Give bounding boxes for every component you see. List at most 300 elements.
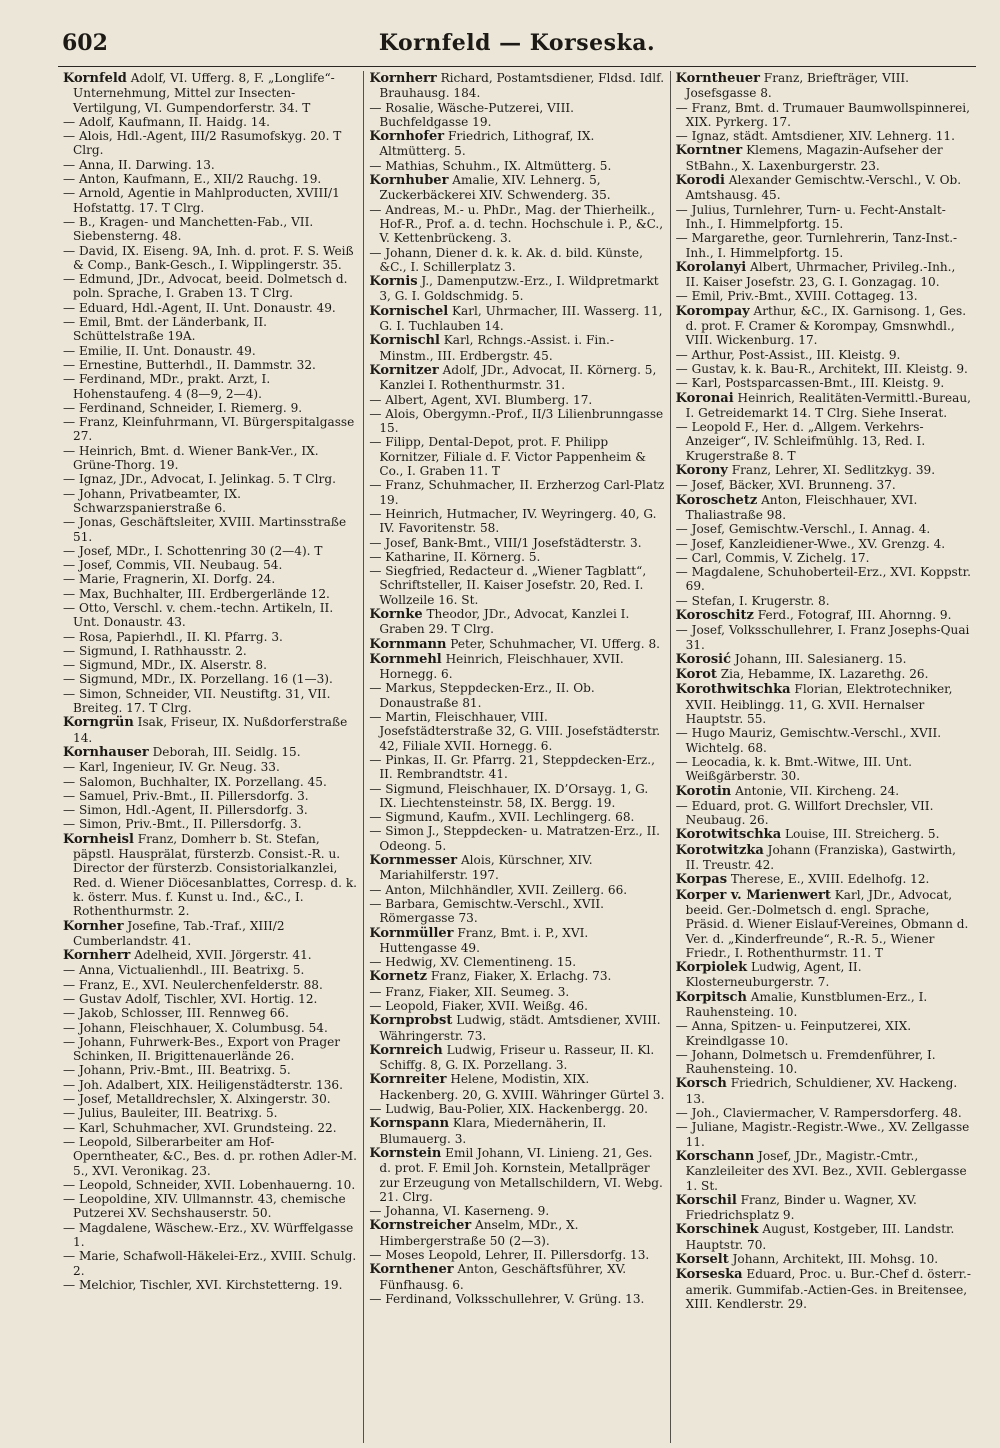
- entry-surname: Kornher: [63, 918, 124, 934]
- directory-entry: [63, 1021, 358, 1035]
- entry-text: — Anna, Spitzen- u. Feinputzerei, XIX. Kreindlgasse 10.: [675, 1019, 912, 1048]
- entry-text: Deborah, III. Seidlg. 15.: [148, 744, 301, 759]
- entry-text: — Leopold, Schneider, XVII. Lobenhauerng. 10.: [63, 1177, 356, 1192]
- directory-entry: [369, 435, 664, 478]
- directory-entry: [63, 992, 358, 1006]
- entry-text: Antonie, VII. Kircheng. 24.: [731, 783, 900, 798]
- directory-entry: [369, 710, 664, 753]
- entry-text: — Rosa, Papierhdl., II. Kl. Pfarrg. 3.: [63, 629, 283, 644]
- directory-entry: [369, 1218, 664, 1248]
- entry-text: — Josef, MDr., I. Schottenring 30 (2—4). T: [63, 543, 323, 558]
- entry-text: — Julius, Turnlehrer, Turn- u. Fecht-Anstalt-Inh., I. Himmelpfortg. 15.: [675, 202, 946, 231]
- entry-text: — Alois, Hdl.-Agent, III/2 Rasumofskyg. 20. T Clrg.: [63, 129, 342, 158]
- entry-text: — Anna, Victualienhdl., III. Beatrixg. 5.: [63, 963, 305, 978]
- entry-text: — Johann, Fleischhauer, X. Columbusg. 54.: [63, 1020, 328, 1035]
- directory-entry: [369, 71, 664, 101]
- directory-entry: [676, 143, 971, 173]
- directory-entry: [63, 315, 358, 344]
- entry-text: Isak, Friseur, IX. Nußdorferstraße 14.: [73, 715, 348, 745]
- directory-entry: [63, 344, 358, 358]
- directory-entry: [63, 644, 358, 658]
- entry-text: — B., Kragen- und Manchetten-Fab., VII. Siebensterng. 48.: [63, 214, 314, 244]
- directory-entry: [63, 672, 358, 686]
- directory-entry: [369, 955, 664, 969]
- entry-text: Amalie, XIV. Lehnerg. 5, Zuckerbäckerei XIV. Schwenderg. 35.: [379, 173, 611, 203]
- directory-entry: [63, 129, 358, 158]
- directory-entry: [676, 463, 971, 478]
- entry-surname: Korntner: [675, 143, 743, 159]
- directory-entry: [63, 587, 358, 601]
- entry-text: — Josef, Gemischtw.-Verschl., I. Annag. 4.: [675, 522, 931, 537]
- directory-entry: [369, 393, 664, 407]
- entry-text: — Martin, Fleischhauer, VIII. Josefstädterstraße 32, G. VIII. Josefstädterstr. 42, Filiale XVII. Hornegg. 6.: [369, 710, 661, 753]
- entry-text: Karl, JDr., Advocat, beeid. Ger.-Dolmetsch d. engl. Sprache, Präsid. d. Wiener Eislauf-Vereines, Obmann d. Ver. d. „Kinderfreunde“, R.-R. 5., Wiener Friedr., I. Rothenthurmstr. 11. T: [685, 887, 969, 960]
- directory-entry: [63, 572, 358, 586]
- directory-entry: [676, 129, 971, 143]
- entry-text: Florian, Elektrotechniker, XVII. Heiblingg. 11, G. XVII. Hernalser Hauptstr. 55.: [685, 682, 953, 727]
- entry-text: Arthur, &C., IX. Garnisong. 1, Ges. d. prot. F. Cramer & Korompay, Gmsnwhdl., VIII. Wickenburg. 17.: [685, 303, 967, 348]
- entry-text: — Josef, Bäcker, XVI. Brunneng. 37.: [675, 478, 896, 493]
- entry-surname: Korodi: [675, 173, 725, 189]
- entry-surname: Korseska: [675, 1267, 743, 1283]
- directory-entry: [676, 667, 971, 682]
- entry-surname: Kornmann: [369, 636, 447, 652]
- entry-text: — Karl, Postsparcassen-Bmt., III. Kleistg. 9.: [675, 376, 945, 391]
- entry-text: Helene, Modistin, XIX. Hackenberg. 20, G. XVIII. Währinger Gürtel 3.: [379, 1072, 665, 1102]
- directory-entry: [369, 478, 664, 507]
- entry-text: — Sigmund, Fleischhauer, IX. D’Orsayg. 1, G. IX. Liechtensteinstr. 58, IX. Bergg. 19.: [369, 781, 649, 810]
- entry-text: — Stefan, I. Krugerstr. 8.: [675, 593, 830, 608]
- directory-entry: [369, 203, 664, 246]
- directory-entry: [63, 978, 358, 992]
- entry-surname: Korpas: [675, 872, 728, 888]
- column-2: [363, 71, 669, 1443]
- directory-entry: [676, 173, 971, 203]
- entry-text: — Samuel, Priv.-Bmt., II. Pillersdorfg. 3.: [63, 788, 309, 803]
- entry-text: — Karl, Schuhmacher, XVI. Grundsteing. 22.: [63, 1120, 337, 1135]
- directory-entry: [63, 832, 358, 919]
- entry-text: — Leocadia, k. k. Bmt.-Witwe, III. Unt. Weißgärberstr. 30.: [675, 754, 912, 784]
- directory-entry: [676, 726, 971, 755]
- entry-surname: Korpiolek: [675, 960, 748, 976]
- entry-text: Klara, Miedernäherin, II. Blumauerg. 3.: [379, 1116, 607, 1146]
- entry-text: Josef, JDr., Magistr.-Cmtr., Kanzleileiter des XVI. Bez., XVII. Geblergasse 1. St.: [685, 1148, 967, 1193]
- directory-entry: [369, 753, 664, 782]
- directory-entry: [63, 558, 358, 572]
- entry-text: — Hedwig, XV. Clementineng. 15.: [369, 955, 577, 970]
- entry-text: — Heinrich, Hutmacher, IV. Weyringerg. 40, G. IV. Favoritenstr. 58.: [369, 506, 657, 536]
- directory-entry: [369, 926, 664, 956]
- entry-surname: Kornetz: [369, 969, 427, 985]
- directory-entry: [676, 872, 971, 887]
- directory-entry: [63, 158, 358, 172]
- directory-entry: [369, 1262, 664, 1292]
- directory-entry: [369, 897, 664, 926]
- entry-text: Adolf, JDr., Advocat, II. Körnerg. 5, Kanzlei I. Rothenthurmstr. 31.: [379, 362, 657, 393]
- entry-text: — Andreas, M.- u. PhDr., Mag. der Thierheilk., Hof-R., Prof. a. d. techn. Hochschule i. P., &C., V. Kettenbrückeng. 3.: [369, 202, 664, 246]
- entry-text: Adelheid, XVII. Jörgerstr. 41.: [130, 948, 312, 963]
- entry-text: — Edmund, JDr., Advocat, beeid. Dolmetsch d. poln. Sprache, I. Graben 13. T Clrg.: [63, 272, 348, 301]
- directory-entry: [63, 658, 358, 672]
- directory-entry: [369, 1204, 664, 1218]
- entry-surname: Kornreiter: [369, 1072, 447, 1088]
- directory-entry: [676, 784, 971, 799]
- directory-entry: [369, 969, 664, 984]
- entry-surname: Kornreich: [369, 1042, 443, 1058]
- entry-text: Franz, Fiaker, X. Erlachg. 73.: [426, 969, 612, 984]
- entry-text: — Josef, Metalldrechsler, X. Alxingerstr. 30.: [63, 1092, 331, 1107]
- directory-entry: [369, 304, 664, 334]
- directory-entry: [676, 755, 971, 784]
- directory-entry: [369, 173, 664, 203]
- entry-text: — Salomon, Buchhalter, IX. Porzellang. 45.: [63, 774, 327, 789]
- directory-entry: [676, 348, 971, 362]
- directory-entry: [369, 637, 664, 652]
- entry-surname: Korot: [675, 667, 717, 683]
- directory-entry: [676, 565, 971, 594]
- entry-text: — Magdalene, Schuhoberteil-Erz., XVI. Koppstr. 69.: [675, 565, 971, 594]
- directory-entry: [676, 362, 971, 376]
- running-head: Kornfeld — Korseska.: [378, 30, 656, 56]
- entry-surname: Kornherr: [63, 948, 131, 964]
- directory-entry: [63, 817, 358, 831]
- directory-entry: [63, 1035, 358, 1064]
- entry-text: — Josef, Bank-Bmt., VIII/1 Josefstädterstr. 3.: [369, 535, 642, 550]
- directory-entry: [676, 101, 971, 130]
- page-number: 602: [62, 30, 108, 56]
- directory-entry: [63, 444, 358, 473]
- entry-text: Franz, Bmt. i. P., XVI. Huttengasse 49.: [379, 925, 589, 955]
- entry-text: — Filipp, Dental-Depot, prot. F. Philipp Kornitzer, Filiale d. F. Victor Pappenheim & Co., I. Graben 11. T: [369, 435, 647, 479]
- entry-text: Friedrich, Schuldiener, XV. Hackeng. 13.: [685, 1076, 958, 1106]
- directory-entry: [676, 682, 971, 726]
- directory-entry: [676, 827, 971, 842]
- entry-text: Anton, Geschäftsführer, XV. Fünfhausg. 6.: [379, 1262, 627, 1292]
- entry-surname: Koroschitz: [675, 607, 754, 623]
- entry-surname: Korsch: [675, 1076, 727, 1092]
- directory-entry: [63, 544, 358, 558]
- entry-text: — Mathias, Schuhm., IX. Altmütterg. 5.: [369, 158, 612, 173]
- directory-entry: [676, 304, 971, 348]
- entry-text: — Emil, Priv.-Bmt., XVIII. Cottageg. 13.: [675, 289, 918, 304]
- entry-surname: Korschil: [675, 1192, 737, 1208]
- entry-surname: Korper v. Marienwert: [675, 887, 831, 903]
- directory-entry: [63, 1135, 358, 1178]
- entry-text: — Ernestine, Butterhdl., II. Dammstr. 32.: [63, 357, 316, 372]
- directory-entry: [63, 415, 358, 444]
- entry-surname: Korngrün: [63, 715, 134, 731]
- entry-text: — Otto, Verschl. v. chem.-techn. Artikeln, II. Unt. Donaustr. 43.: [63, 600, 334, 630]
- directory-entry: [369, 824, 664, 853]
- directory-entry: [676, 522, 971, 536]
- entry-surname: Kornhofer: [369, 129, 445, 145]
- entry-surname: Korompay: [675, 303, 750, 319]
- entry-text: Louise, III. Streicherg. 5.: [781, 827, 940, 842]
- entry-text: — Albert, Agent, XVI. Blumberg. 17.: [369, 392, 593, 407]
- directory-entry: [63, 1178, 358, 1192]
- entry-text: — Eduard, prot. G. Willfort Drechsler, VII. Neubaug. 26.: [675, 798, 934, 828]
- entry-text: Klemens, Magazin-Aufseher der StBahn., X. Laxenburgerstr. 23.: [685, 143, 943, 173]
- directory-entry: [63, 919, 358, 949]
- directory-entry: [369, 999, 664, 1013]
- directory-entry: [676, 420, 971, 463]
- entry-text: — Barbara, Gemischtw.-Verschl., XVII. Römergasse 73.: [369, 896, 604, 926]
- entry-text: — Josef, Volksschullehrer, I. Franz Josephs-Quai 31.: [675, 623, 970, 652]
- entry-text: — Marie, Fragnerin, XI. Dorfg. 24.: [63, 572, 276, 587]
- page-header: [58, 28, 976, 67]
- directory-entry: [369, 853, 664, 883]
- directory-entry: [676, 1048, 971, 1077]
- directory-entry: [369, 550, 664, 564]
- entry-text: — Marie, Schafwoll-Häkelei-Erz., XVIII. Schulg. 2.: [63, 1249, 357, 1278]
- entry-text: — Franz, Schuhmacher, II. Erzherzog Carl-Platz 19.: [369, 478, 665, 507]
- entry-text: — Sigmund, MDr., IX. Porzellang. 16 (1—3).: [63, 672, 333, 687]
- entry-text: — Hugo Mauriz, Gemischtw.-Verschl., XVII. Wichtelg. 68.: [675, 726, 942, 755]
- entry-text: — Josef, Commis, VII. Neubaug. 54.: [63, 558, 283, 573]
- entry-text: — Sigmund, Kaufm., XVII. Lechlingerg. 68.: [369, 810, 635, 825]
- directory-entry: [676, 1076, 971, 1106]
- directory-entry: [369, 1248, 664, 1262]
- entry-surname: Kornherr: [369, 71, 437, 86]
- directory-entry: [369, 652, 664, 682]
- entry-text: — Arnold, Agentie in Mahlproducten, XVIII/1 Hofstattg. 17. T Clrg.: [63, 186, 340, 215]
- entry-surname: Korosić: [675, 651, 732, 667]
- entry-text: — Jonas, Geschäftsleiter, XVIII. Martinsstraße 51.: [63, 515, 347, 544]
- entry-text: — Ignaz, städt. Amtsdiener, XIV. Lehnerg. 11.: [675, 129, 955, 144]
- entry-text: — Moses Leopold, Lehrer, II. Pillersdorfg. 13.: [369, 1248, 650, 1263]
- directory-entry: [63, 1078, 358, 1092]
- entry-text: Ludwig, Friseur u. Rasseur, II. Kl. Schiffg. 8, G. IX. Porzellang. 3.: [379, 1042, 655, 1073]
- entry-text: — Emilie, II. Unt. Donaustr. 49.: [63, 343, 256, 358]
- entry-text: — Ferdinand, Volksschullehrer, V. Grüng. 13.: [369, 1291, 645, 1306]
- entry-text: Alexander Gemischtw.-Verschl., V. Ob. Amtshausg. 45.: [685, 173, 962, 203]
- directory-entry: [63, 372, 358, 401]
- directory-entry: [369, 1072, 664, 1102]
- entry-text: — Arthur, Post-Assist., III. Kleistg. 9.: [675, 347, 901, 362]
- directory-entry: [676, 990, 971, 1020]
- entry-text: Friedrich, Lithograf, IX. Altmütterg. 5.: [379, 129, 595, 159]
- column-3: [670, 71, 976, 1443]
- directory-entry: [676, 391, 971, 421]
- directory-entry: [63, 715, 358, 745]
- entry-surname: Korpitsch: [675, 989, 747, 1005]
- directory-entry: [676, 623, 971, 652]
- directory-entry: [676, 799, 971, 828]
- entry-surname: Korony: [675, 463, 728, 479]
- entry-text: Franz, Briefträger, VIII. Josefsgasse 8.: [685, 71, 909, 101]
- entry-text: — Pinkas, II. Gr. Pfarrg. 21, Steppdecken-Erz., II. Rembrandtstr. 41.: [369, 752, 655, 782]
- directory-entry: [676, 1149, 971, 1193]
- directory-entry: [63, 358, 358, 372]
- entry-surname: Kornischl: [369, 333, 440, 349]
- entry-text: J., Damenputzw.-Erz., I. Wildpretmarkt 3, G. I. Goldschmidg. 5.: [379, 274, 659, 304]
- directory-entry: [369, 883, 664, 897]
- entry-text: — Alois, Obergymn.-Prof., II/3 Lilienbrunngasse 15.: [369, 406, 664, 436]
- directory-entry: [63, 760, 358, 774]
- entry-text: Heinrich, Realitäten-Vermittl.-Bureau, I. Getreidemarkt 14. T Clrg. Siehe Inserat.: [685, 390, 971, 420]
- directory-entry: [63, 401, 358, 415]
- directory-entry: [676, 1120, 971, 1149]
- entry-text: — Simon, Schneider, VII. Neustiftg. 31, VII. Breiteg. 17. T Clrg.: [63, 686, 331, 716]
- entry-text: — Johann, Priv.-Bmt., III. Beatrixg. 5.: [63, 1063, 291, 1078]
- entry-surname: Kornitzer: [369, 362, 439, 378]
- entry-text: — Simon J., Steppdecken- u. Matratzen-Erz., II. Odeong. 5.: [369, 824, 661, 853]
- entry-surname: Kornthener: [369, 1262, 454, 1278]
- directory-entry: [63, 601, 358, 630]
- entry-text: — Emil, Bmt. der Länderbank, II. Schüttelstraße 19A.: [63, 315, 267, 344]
- directory-entry: [369, 1292, 664, 1306]
- entry-surname: Kornspann: [369, 1116, 450, 1132]
- entry-surname: Korntheuer: [675, 71, 760, 86]
- directory-entry: [676, 1252, 971, 1267]
- entry-surname: Kornmehl: [369, 651, 442, 667]
- directory-entry: [63, 472, 358, 486]
- directory-entry: [369, 985, 664, 999]
- entry-text: — Franz, Bmt. d. Trumauer Baumwollspinnerei, XIX. Pyrkerg. 17.: [675, 100, 970, 129]
- entry-text: — Leopold F., Her. d. „Allgem. Verkehrs-Anzeiger“, IV. Schleifmühlg. 13, Red. I. Krugerstraße 8. T: [675, 420, 926, 463]
- directory-entry: [63, 1063, 358, 1077]
- entry-text: Alois, Kürschner, XIV. Mariahilferstr. 197.: [379, 853, 593, 883]
- directory-entry: [63, 803, 358, 817]
- entry-text: — Josef, Kanzleidiener-Wwe., XV. Grenzg. 4.: [675, 536, 946, 551]
- entry-text: Johann (Franziska), Gastwirth, II. Treustr. 42.: [685, 842, 956, 873]
- entry-text: — Johann, Diener d. k. k. Ak. d. bild. Künste, &C., I. Schillerplatz 3.: [369, 245, 643, 274]
- entry-surname: Kornstreicher: [369, 1218, 472, 1234]
- entry-text: Richard, Postamtsdiener, Fldsd. Idlf. Brauhausg. 184.: [379, 71, 665, 101]
- directory-entry: [676, 260, 971, 290]
- entry-text: — Anna, II. Darwing. 13.: [63, 157, 215, 172]
- entry-text: — Julius, Bauleiter, III. Beatrixg. 5.: [63, 1106, 278, 1121]
- directory-entry: [63, 630, 358, 644]
- entry-text: — David, IX. Eiseng. 9A, Inh. d. prot. F. S. Weiß & Comp., Bank-Gesch., I. Wipplingerstr. 35.: [63, 243, 354, 272]
- directory-entry: [369, 1102, 664, 1116]
- entry-surname: Kornhauser: [63, 744, 149, 760]
- entry-text: — Rosalie, Wäsche-Putzerei, VIII. Buchfeldgasse 19.: [369, 100, 574, 129]
- directory-entry: [63, 1121, 358, 1135]
- entry-surname: Kornke: [369, 606, 423, 622]
- entry-text: Heinrich, Fleischhauer, XVII. Hornegg. 6.: [379, 651, 624, 682]
- entry-text: — Magdalene, Wäschew.-Erz., XV. Würffelgasse 1.: [63, 1220, 354, 1250]
- entry-surname: Koronai: [675, 390, 734, 406]
- directory-entry: [63, 1006, 358, 1020]
- entry-text: — Joh. Adalbert, XIX. Heiligenstädterstr. 136.: [63, 1077, 343, 1092]
- entry-text: — Simon, Hdl.-Agent, II. Pillersdorfg. 3.: [63, 803, 308, 818]
- directory-entry: [676, 289, 971, 303]
- entry-text: Zia, Hebamme, IX. Lazarethg. 26.: [716, 667, 929, 682]
- directory-entry: [369, 407, 664, 436]
- entry-text: — Anton, Milchhändler, XVII. Zeillerg. 66.: [369, 882, 628, 897]
- directory-entry: [676, 203, 971, 232]
- directory-entry: [676, 960, 971, 990]
- entry-surname: Kornhuber: [369, 173, 449, 189]
- directory-entry: [63, 687, 358, 716]
- entry-text: Theodor, JDr., Advocat, Kanzlei I. Graben 29. T Clrg.: [379, 606, 630, 637]
- entry-text: — Heinrich, Bmt. d. Wiener Bank-Ver., IX. Grüne-Thorg. 19.: [63, 443, 319, 473]
- directory-entry: [63, 186, 358, 215]
- entry-text: — Margarethe, geor. Turnlehrerin, Tanz-Inst.-Inh., I. Himmelpfortg. 15.: [675, 231, 958, 260]
- entry-text: Karl, Rchngs.-Assist. i. Fin.-Minstm., III. Erdbergstr. 45.: [379, 333, 614, 363]
- directory-entry: [676, 594, 971, 608]
- directory-entry: [369, 1146, 664, 1204]
- directory-entry: [369, 246, 664, 275]
- directory-entry: [369, 1013, 664, 1043]
- directory-entry: [369, 159, 664, 173]
- entry-text: — Johann, Dolmetsch u. Fremdenführer, I. Rauhensteing. 10.: [675, 1047, 936, 1077]
- directory-entry: [63, 963, 358, 977]
- column-1: [58, 71, 363, 1443]
- entry-text: Anselm, MDr., X. Himbergerstraße 50 (2—3).: [379, 1218, 579, 1248]
- entry-text: — Johanna, VI. Kaserneng. 9.: [369, 1204, 550, 1219]
- entry-text: — Johann, Fuhrwerk-Bes., Export von Prager Schinken, II. Brigittenauerlände 26.: [63, 1034, 341, 1064]
- directory-entry: [369, 333, 664, 363]
- directory-entry: [369, 536, 664, 550]
- entry-text: Peter, Schuhmacher, VI. Ufferg. 8.: [446, 636, 661, 651]
- entry-text: — Adolf, Kaufmann, II. Haidg. 14.: [63, 114, 271, 129]
- entry-text: August, Kostgeber, III. Landstr. Hauptstr. 70.: [685, 1222, 955, 1252]
- directory-entry: [676, 231, 971, 260]
- entry-text: Johann, III. Salesianerg. 15.: [731, 651, 907, 666]
- entry-text: Albert, Uhrmacher, Privileg.-Inh., II. Kaiser Josefstr. 23, G. I. Gonzagag. 10.: [685, 259, 956, 290]
- entry-surname: Korselt: [675, 1252, 729, 1268]
- entry-text: Therese, E., XVIII. Edelhofg. 12.: [727, 872, 930, 887]
- entry-surname: Korotwitzka: [675, 842, 764, 858]
- entry-text: — Joh., Claviermacher, V. Rampersdorferg. 48.: [675, 1106, 962, 1121]
- columns-container: [58, 71, 976, 1443]
- directory-entry: [63, 1092, 358, 1106]
- entry-text: Karl, Uhrmacher, III. Wasserg. 11, G. I. Tuchlauben 14.: [379, 303, 663, 334]
- entry-text: Eduard, Proc. u. Bur.-Chef d. österr.-amerik. Gummifab.-Actien-Ges. in Breitensee, XIII. Kendlerstr. 29.: [685, 1267, 971, 1311]
- directory-entry: [63, 1249, 358, 1278]
- directory-entry: [63, 215, 358, 244]
- directory-entry: [676, 608, 971, 623]
- entry-text: — Anton, Kaufmann, E., XII/2 Rauchg. 19.: [63, 172, 322, 187]
- entry-text: — Ignaz, JDr., Advocat, I. Jelinkag. 5. T Clrg.: [63, 472, 336, 487]
- directory-entry: [369, 507, 664, 536]
- entry-surname: Kornstein: [369, 1145, 442, 1161]
- entry-text: Emil Johann, VI. Linieng. 21, Ges. d. prot. F. Emil Joh. Kornstein, Metallpräger zur Erzeugung von Metallschildern, VI. Webg. 21. Clrg.: [379, 1145, 663, 1204]
- directory-entry: [63, 948, 358, 963]
- entry-text: — Siegfried, Redacteur d. „Wiener Tagblatt“, Schriftsteller, II. Kaiser Josefstr. 20, Red. I. Wollzeile 16. St.: [369, 564, 647, 607]
- directory-entry: [63, 775, 358, 789]
- entry-text: Franz, Binder u. Wagner, XV. Friedrichsplatz 9.: [685, 1192, 917, 1223]
- directory-entry: [369, 1043, 664, 1073]
- directory-entry: [369, 101, 664, 130]
- entry-surname: Korotin: [675, 783, 732, 799]
- entry-text: — Leopoldine, XIV. Ullmannstr. 43, chemische Putzerei XV. Sechshauserstr. 50.: [63, 1192, 346, 1221]
- entry-surname: Kornprobst: [369, 1013, 453, 1029]
- entry-text: Ferd., Fotograf, III. Ahornng. 9.: [753, 607, 952, 622]
- entry-text: — Gustav, k. k. Bau-R., Architekt, III. Kleistg. 9.: [675, 361, 968, 376]
- directory-entry: [63, 115, 358, 129]
- entry-text: Franz, Domherr b. St. Stefan, päpstl. Hausprälat, fürsterzb. Consist.-R. u. Director der fürsterzb. Consistorialkanzlei, Red. d. Wiener Diöcesanblattes, Corresp. d. k. k. österr. Mus. f. Kunst u. Ind., &C., I. Rothenthurmstr. 2.: [73, 831, 358, 919]
- directory-entry: [369, 810, 664, 824]
- directory-entry: [676, 888, 971, 960]
- directory-entry: [63, 244, 358, 273]
- directory-entry: [369, 681, 664, 710]
- entry-surname: Kornheisl: [63, 831, 134, 847]
- directory-entry: [676, 1106, 971, 1120]
- directory-entry: [676, 478, 971, 492]
- entry-text: — Ferdinand, Schneider, I. Riemerg. 9.: [63, 400, 303, 415]
- directory-entry: [369, 564, 664, 607]
- entry-text: Adolf, VI. Ufferg. 8, F. „Longlife“-Unternehmung, Mittel zur Insecten-Vertilgung, VI. Gumpendorferstr. 34. T: [73, 71, 335, 115]
- entry-surname: Korschinek: [675, 1222, 759, 1238]
- entry-surname: Korolanyi: [675, 259, 747, 275]
- entry-surname: Korothwitschka: [675, 682, 791, 698]
- directory-entry: [63, 172, 358, 186]
- directory-entry: [63, 1221, 358, 1250]
- entry-text: — Franz, Fiaker, XII. Seumeg. 3.: [369, 984, 570, 999]
